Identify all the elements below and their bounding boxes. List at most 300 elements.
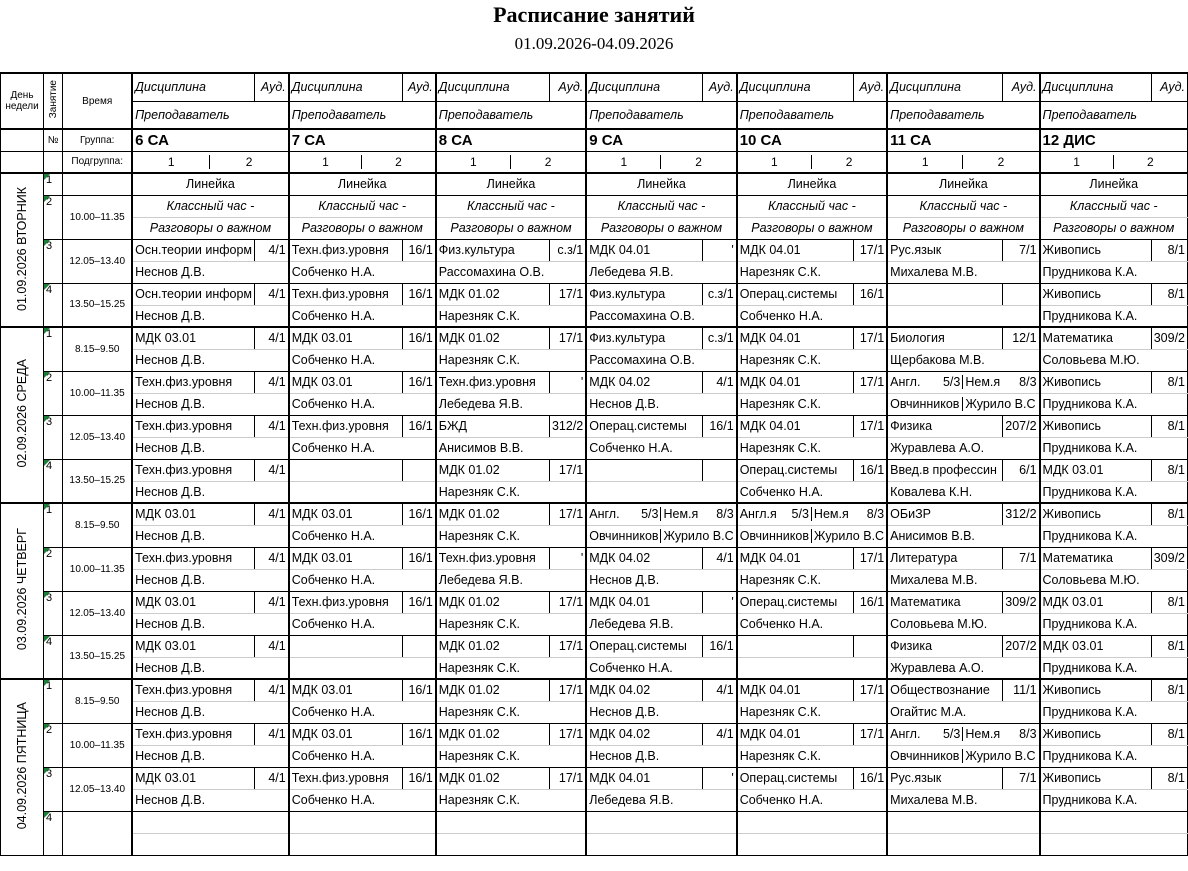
discipline-name: Техн.физ.уровня bbox=[132, 415, 254, 437]
discipline-name: МДК 03.01 bbox=[1040, 459, 1152, 481]
teacher-name: Неснов Д.В. bbox=[132, 349, 289, 371]
teacher-name: Неснов Д.В. bbox=[586, 745, 736, 767]
subgroup-cell bbox=[132, 151, 289, 173]
discipline-name: Живопись bbox=[1040, 283, 1152, 305]
discipline-name: Техн.физ.уровня bbox=[436, 547, 550, 569]
room-number: 16/1 bbox=[853, 459, 887, 481]
teacher-name: Лебедева Я.В. bbox=[436, 393, 586, 415]
schedule-table bbox=[0, 72, 1188, 856]
room-number: ' bbox=[703, 591, 737, 613]
discipline-name: МДК 01.02 bbox=[436, 767, 550, 789]
subgroup-1: 1 bbox=[1041, 155, 1114, 169]
discipline-name: МДК 01.02 bbox=[436, 635, 550, 657]
group-name: 12 ДИС bbox=[1040, 129, 1188, 151]
teacher-name: Неснов Д.В. bbox=[586, 701, 736, 723]
class-hour-topic: Разговоры о важном bbox=[436, 217, 586, 239]
discipline-name: Живопись bbox=[1040, 371, 1152, 393]
subgroup-cell bbox=[586, 151, 736, 173]
room-number: ' bbox=[703, 767, 737, 789]
discipline-name: Операц.системы bbox=[737, 591, 853, 613]
discipline-name: Операц.системы bbox=[737, 283, 853, 305]
teacher-name: Анисимов В.В. bbox=[887, 525, 1039, 547]
discipline-name: МДК 01.02 bbox=[436, 679, 550, 701]
discipline-name: Техн.физ.уровня bbox=[289, 591, 403, 613]
teacher-name bbox=[289, 657, 436, 679]
room-number: 4/1 bbox=[255, 767, 289, 789]
discipline-name: МДК 04.01 bbox=[586, 591, 702, 613]
discipline-name: ОБиЗР bbox=[887, 503, 1003, 525]
teacher-name: Собченко Н.А. bbox=[289, 701, 436, 723]
subgroup-cell bbox=[737, 151, 887, 173]
lesson-number: 3 bbox=[44, 415, 63, 459]
teacher-name: Нарезняк С.К. bbox=[436, 657, 586, 679]
lesson-time: 12.05–13.40 bbox=[63, 591, 132, 635]
room-number: 17/1 bbox=[549, 283, 586, 305]
day-name: 03.09.2026 ЧЕТВЕРГ bbox=[15, 528, 30, 651]
subgroup-2: 2 bbox=[544, 154, 552, 169]
room-number: 4/1 bbox=[703, 723, 737, 745]
room-number: 8/3 bbox=[716, 507, 734, 522]
split-discipline bbox=[887, 371, 1039, 393]
empty-cell bbox=[737, 833, 887, 855]
subgroup-2: 2 bbox=[695, 154, 702, 169]
discipline-name: Нем.я bbox=[965, 375, 1001, 389]
room-number bbox=[1003, 283, 1040, 305]
blank bbox=[1, 151, 44, 173]
room-number: 4/1 bbox=[255, 503, 289, 525]
teacher-name: Овчинников bbox=[888, 749, 963, 763]
empty-cell bbox=[1040, 833, 1188, 855]
room-number: 4/1 bbox=[703, 679, 737, 701]
room-number: 16/1 bbox=[402, 283, 435, 305]
room-number: 8/3 bbox=[866, 507, 885, 522]
discipline-name: Физика bbox=[887, 635, 1003, 657]
room-number: 17/1 bbox=[549, 635, 586, 657]
room-header: Ауд. bbox=[853, 73, 887, 101]
discipline-name: БЖД bbox=[436, 415, 550, 437]
subgroup-cell bbox=[436, 151, 586, 173]
discipline-name bbox=[737, 635, 853, 657]
split-discipline bbox=[887, 723, 1039, 745]
discipline-name: Нем.я bbox=[965, 727, 1001, 741]
teacher-name: Огайтис М.А. bbox=[887, 701, 1039, 723]
subgroup-1: 1 bbox=[133, 155, 210, 169]
teacher-name: Нарезняк С.К. bbox=[436, 481, 586, 503]
room-number: ' bbox=[703, 239, 737, 261]
discipline-name: МДК 03.01 bbox=[289, 679, 403, 701]
teacher-name: Овчинников bbox=[738, 529, 812, 543]
discipline-name bbox=[289, 459, 403, 481]
teacher-name: Неснов Д.В. bbox=[132, 437, 289, 459]
discipline-name: МДК 04.01 bbox=[737, 679, 853, 701]
discipline-name: Техн.физ.уровня bbox=[132, 547, 254, 569]
discipline-name: Математика bbox=[887, 591, 1003, 613]
teacher-name: Нарезняк С.К. bbox=[737, 349, 887, 371]
discipline-name: МДК 03.01 bbox=[132, 767, 254, 789]
room-number: 16/1 bbox=[402, 591, 435, 613]
lesson-time: 10.00–11.35 bbox=[63, 547, 132, 591]
room-number: 207/2 bbox=[1003, 415, 1040, 437]
class-hour: Классный час - bbox=[436, 195, 586, 217]
discipline-name: МДК 03.01 bbox=[289, 723, 403, 745]
room-number: 12/1 bbox=[1003, 327, 1040, 349]
subgroup-2: 2 bbox=[245, 154, 253, 169]
teacher-name: Собченко Н.А. bbox=[289, 569, 436, 591]
room-number: 16/1 bbox=[853, 283, 887, 305]
class-hour: Классный час - bbox=[737, 195, 887, 217]
special-event: Линейка bbox=[1040, 173, 1188, 195]
teacher-name: Рассомахина О.В. bbox=[586, 349, 736, 371]
discipline-name: Техн.физ.уровня bbox=[132, 679, 254, 701]
room-number: ' bbox=[549, 547, 586, 569]
discipline-name: Литература bbox=[887, 547, 1003, 569]
empty-cell bbox=[586, 811, 736, 833]
teacher-name: Собченко Н.А. bbox=[586, 657, 736, 679]
discipline-name: Техн.физ.уровня bbox=[132, 459, 254, 481]
discipline-name: Англ. bbox=[890, 375, 921, 389]
group-name: 8 СА bbox=[436, 129, 586, 151]
discipline-name: Техн.физ.уровня bbox=[289, 239, 403, 261]
discipline-name: Физ.культура bbox=[586, 283, 702, 305]
special-event: Линейка bbox=[132, 173, 289, 195]
teacher-name: Нарезняк С.К. bbox=[436, 613, 586, 635]
teacher-name: Собченко Н.А. bbox=[737, 613, 887, 635]
lesson-number: 3 bbox=[44, 239, 63, 283]
subgroup-2: 2 bbox=[395, 154, 402, 169]
teacher-name: Собченко Н.А. bbox=[737, 789, 887, 811]
teacher-name: Прудникова К.А. bbox=[1040, 789, 1188, 811]
discipline-name: Операц.системы bbox=[586, 415, 702, 437]
discipline-name: Математика bbox=[1040, 547, 1152, 569]
day-header bbox=[1, 73, 44, 129]
teacher-name: Михалева М.В. bbox=[887, 569, 1039, 591]
teacher-name: Нарезняк С.К. bbox=[737, 437, 887, 459]
discipline-name: Живопись bbox=[1040, 767, 1152, 789]
teacher-header: Преподаватель bbox=[737, 101, 887, 129]
discipline-name: МДК 04.01 bbox=[737, 547, 853, 569]
teacher-name: Собченко Н.А. bbox=[289, 525, 436, 547]
teacher-name: Лебедева Я.В. bbox=[436, 569, 586, 591]
discipline-name: МДК 01.02 bbox=[436, 327, 550, 349]
teacher-name: Собченко Н.А. bbox=[289, 393, 436, 415]
teacher-name: Овчинников bbox=[888, 397, 963, 411]
class-hour: Классный час - bbox=[586, 195, 736, 217]
room-number: 5/3 bbox=[791, 507, 809, 522]
room-number: 4/1 bbox=[703, 371, 737, 393]
room-number: 8/3 bbox=[1019, 375, 1037, 389]
empty-cell bbox=[289, 811, 436, 833]
discipline-name: Операц.системы bbox=[737, 767, 853, 789]
teacher-name: Михалева М.В. bbox=[887, 789, 1039, 811]
teacher-name: Щербакова М.В. bbox=[887, 349, 1039, 371]
teacher-name: Рассомахина О.В. bbox=[586, 305, 736, 327]
teacher-name: Неснов Д.В. bbox=[132, 789, 289, 811]
room-header: Ауд. bbox=[255, 73, 289, 101]
discipline-name: МДК 04.01 bbox=[737, 415, 853, 437]
empty-cell bbox=[436, 811, 586, 833]
group-label: Группа: bbox=[63, 129, 132, 151]
lesson-number: 4 bbox=[44, 811, 63, 855]
split-teacher bbox=[887, 393, 1039, 415]
discipline-header: Дисциплина bbox=[436, 73, 550, 101]
lesson-time: 12.05–13.40 bbox=[63, 239, 132, 283]
lesson-time: 10.00–11.35 bbox=[63, 723, 132, 767]
teacher-name: Рассомахина О.В. bbox=[436, 261, 586, 283]
discipline-name bbox=[289, 635, 403, 657]
class-hour-topic: Разговоры о важном bbox=[289, 217, 436, 239]
teacher-name: Нарезняк С.К. bbox=[737, 393, 887, 415]
room-number: 17/1 bbox=[853, 679, 887, 701]
room-number: 4/1 bbox=[255, 239, 289, 261]
room-number: 8/1 bbox=[1151, 591, 1187, 613]
room-number: 4/1 bbox=[255, 283, 289, 305]
room-number: 8/1 bbox=[1151, 283, 1187, 305]
teacher-header: Преподаватель bbox=[132, 101, 289, 129]
teacher-name: Прудникова К.А. bbox=[1040, 437, 1188, 459]
room-number: 4/1 bbox=[255, 371, 289, 393]
discipline-name: Операц.системы bbox=[586, 635, 702, 657]
room-number: 207/2 bbox=[1003, 635, 1040, 657]
teacher-name: Нарезняк С.К. bbox=[737, 745, 887, 767]
lesson-time: 10.00–11.35 bbox=[63, 371, 132, 415]
class-hour-topic: Разговоры о важном bbox=[887, 217, 1039, 239]
subgroup-1: 1 bbox=[587, 155, 661, 169]
discipline-name: Нем.я bbox=[663, 507, 699, 522]
discipline-name: Введ.в профессин bbox=[887, 459, 1003, 481]
discipline-name: Нем.я bbox=[813, 507, 849, 522]
lesson-number: 1 bbox=[44, 679, 63, 723]
room-number: 17/1 bbox=[853, 547, 887, 569]
room-number: 17/1 bbox=[853, 371, 887, 393]
discipline-name: Живопись bbox=[1040, 415, 1152, 437]
room-number: 4/1 bbox=[255, 679, 289, 701]
split-discipline bbox=[737, 503, 887, 525]
special-event: Линейка bbox=[737, 173, 887, 195]
teacher-name: Собченко Н.А. bbox=[586, 437, 736, 459]
teacher-name: Овчинников bbox=[587, 529, 661, 543]
discipline-name bbox=[586, 459, 702, 481]
discipline-name: МДК 01.02 bbox=[436, 459, 550, 481]
teacher-name bbox=[737, 657, 887, 679]
empty-cell bbox=[887, 833, 1039, 855]
room-number: 4/1 bbox=[255, 723, 289, 745]
teacher-name: Неснов Д.В. bbox=[132, 305, 289, 327]
teacher-name: Нарезняк С.К. bbox=[436, 701, 586, 723]
special-event: Линейка bbox=[586, 173, 736, 195]
day-name: 02.09.2026 СРЕДА bbox=[15, 359, 30, 468]
teacher-name: Неснов Д.В. bbox=[586, 393, 736, 415]
discipline-name: Осн.теории информ bbox=[132, 239, 254, 261]
lesson-number: 4 bbox=[44, 635, 63, 679]
day-name: 04.09.2026 ПЯТНИЦА bbox=[15, 702, 30, 830]
special-event: Линейка bbox=[289, 173, 436, 195]
discipline-name: МДК 03.01 bbox=[289, 547, 403, 569]
split-teacher bbox=[737, 525, 887, 547]
teacher-header: Преподаватель bbox=[289, 101, 436, 129]
day-cell bbox=[1, 173, 44, 327]
lesson-number: 4 bbox=[44, 283, 63, 327]
teacher-name: Собченко Н.А. bbox=[289, 437, 436, 459]
class-hour: Классный час - bbox=[289, 195, 436, 217]
teacher-name: Михалева М.В. bbox=[887, 261, 1039, 283]
discipline-name: МДК 03.01 bbox=[132, 503, 254, 525]
room-number: 8/1 bbox=[1151, 415, 1187, 437]
discipline-name: МДК 03.01 bbox=[132, 327, 254, 349]
room-header: Ауд. bbox=[1003, 73, 1040, 101]
room-header: Ауд. bbox=[703, 73, 737, 101]
room-number: 309/2 bbox=[1003, 591, 1040, 613]
room-number: 17/1 bbox=[549, 503, 586, 525]
discipline-name: Рус.язык bbox=[887, 767, 1003, 789]
discipline-name: МДК 04.01 bbox=[737, 239, 853, 261]
teacher-name: Соловьева М.Ю. bbox=[1040, 569, 1188, 591]
class-hour-topic: Разговоры о важном bbox=[586, 217, 736, 239]
teacher-name: Нарезняк С.К. bbox=[436, 789, 586, 811]
discipline-header: Дисциплина bbox=[289, 73, 403, 101]
discipline-name: МДК 04.02 bbox=[586, 723, 702, 745]
lesson-header bbox=[44, 73, 63, 129]
teacher-name: Собченко Н.А. bbox=[737, 305, 887, 327]
discipline-header: Дисциплина bbox=[132, 73, 254, 101]
discipline-name bbox=[887, 283, 1003, 305]
teacher-name: Журило В.С bbox=[663, 529, 734, 543]
discipline-name: Техн.физ.уровня bbox=[132, 723, 254, 745]
discipline-name: Живопись bbox=[1040, 723, 1152, 745]
discipline-name: Англ. bbox=[890, 727, 921, 741]
lesson-time: 12.05–13.40 bbox=[63, 767, 132, 811]
teacher-name: Неснов Д.В. bbox=[132, 525, 289, 547]
room-number: 309/2 bbox=[1151, 547, 1187, 569]
room-number: 17/1 bbox=[549, 679, 586, 701]
discipline-name: Техн.физ.уровня bbox=[436, 371, 550, 393]
discipline-name: МДК 03.01 bbox=[132, 635, 254, 657]
room-header: Ауд. bbox=[402, 73, 435, 101]
lesson-time: 12.05–13.40 bbox=[63, 415, 132, 459]
blank bbox=[44, 151, 63, 173]
room-number: 8/1 bbox=[1151, 239, 1187, 261]
date-range: 01.09.2026-04.09.2026 bbox=[514, 34, 674, 53]
teacher-name: Соловьева М.Ю. bbox=[1040, 349, 1188, 371]
teacher-name: Прудникова К.А. bbox=[1040, 393, 1188, 415]
discipline-name: МДК 01.02 bbox=[436, 723, 550, 745]
discipline-name: МДК 03.01 bbox=[1040, 591, 1152, 613]
teacher-name: Прудникова К.А. bbox=[1040, 613, 1188, 635]
discipline-name: МДК 04.02 bbox=[586, 547, 702, 569]
teacher-name: Неснов Д.В. bbox=[132, 569, 289, 591]
discipline-name: МДК 03.01 bbox=[289, 371, 403, 393]
lesson-number: 1 bbox=[44, 327, 63, 371]
subgroup-1: 1 bbox=[437, 155, 511, 169]
teacher-name: Неснов Д.В. bbox=[132, 701, 289, 723]
teacher-name: Нарезняк С.К. bbox=[436, 305, 586, 327]
discipline-name: Техн.физ.уровня bbox=[289, 767, 403, 789]
lesson-number: 1 bbox=[44, 503, 63, 547]
room-number: 4/1 bbox=[255, 591, 289, 613]
group-name: 11 СА bbox=[887, 129, 1039, 151]
teacher-name: Нарезняк С.К. bbox=[737, 261, 887, 283]
room-number: 4/1 bbox=[255, 547, 289, 569]
subgroup-cell bbox=[1040, 151, 1188, 173]
day-cell bbox=[1, 503, 44, 679]
room-number: 16/1 bbox=[402, 503, 435, 525]
teacher-name: Прудникова К.А. bbox=[1040, 305, 1188, 327]
discipline-name: Физ.культура bbox=[436, 239, 550, 261]
lesson-number: 4 bbox=[44, 459, 63, 503]
teacher-name: Журило В.С bbox=[965, 749, 1036, 763]
room-number: 8/1 bbox=[1151, 679, 1187, 701]
empty-cell bbox=[586, 833, 736, 855]
special-event: Линейка bbox=[887, 173, 1039, 195]
discipline-header: Дисциплина bbox=[586, 73, 702, 101]
room-number: 5/3 bbox=[942, 375, 961, 389]
day-name: 01.09.2026 ВТОРНИК bbox=[15, 186, 30, 311]
room-number: 8/1 bbox=[1151, 635, 1187, 657]
teacher-name: Лебедева Я.В. bbox=[586, 789, 736, 811]
teacher-name: Прудникова К.А. bbox=[1040, 261, 1188, 283]
room-number: ' bbox=[549, 371, 586, 393]
discipline-name: Осн.теории информ bbox=[132, 283, 254, 305]
room-number: 7/1 bbox=[1003, 239, 1040, 261]
teacher-name: Нарезняк С.К. bbox=[737, 701, 887, 723]
discipline-name: Живопись bbox=[1040, 679, 1152, 701]
teacher-name: Прудникова К.А. bbox=[1040, 657, 1188, 679]
page-title: Расписание занятий bbox=[493, 2, 695, 27]
subgroup-cell bbox=[887, 151, 1039, 173]
room-number: 8/3 bbox=[1019, 727, 1037, 741]
room-number: 8/1 bbox=[1151, 459, 1187, 481]
room-number bbox=[853, 635, 887, 657]
teacher-name: Собченко Н.А. bbox=[289, 745, 436, 767]
discipline-name: Рус.язык bbox=[887, 239, 1003, 261]
room-number: с.з/1 bbox=[549, 239, 586, 261]
subgroup-label: Подгруппа: bbox=[63, 151, 132, 173]
class-hour-topic: Разговоры о важном bbox=[132, 217, 289, 239]
room-number bbox=[402, 459, 435, 481]
room-number: 8/1 bbox=[1151, 371, 1187, 393]
room-number: 4/1 bbox=[255, 459, 289, 481]
lesson-number: 2 bbox=[44, 371, 63, 415]
teacher-name: Нарезняк С.К. bbox=[436, 349, 586, 371]
day-cell bbox=[1, 327, 44, 503]
teacher-name: Соловьева М.Ю. bbox=[887, 613, 1039, 635]
lesson-number: 1 bbox=[44, 173, 63, 195]
discipline-name: МДК 04.01 bbox=[737, 723, 853, 745]
teacher-name: Неснов Д.В. bbox=[132, 745, 289, 767]
split-teacher bbox=[887, 745, 1039, 767]
lesson-label: Занятие bbox=[47, 80, 59, 119]
lesson-time: 8.15–9.50 bbox=[63, 327, 132, 371]
week-label: недели bbox=[5, 101, 39, 112]
discipline-name: МДК 03.01 bbox=[1040, 635, 1152, 657]
group-name: 7 СА bbox=[289, 129, 436, 151]
lesson-time: 13.50–15.25 bbox=[63, 283, 132, 327]
group-name: 9 СА bbox=[586, 129, 736, 151]
room-number: 8/1 bbox=[1151, 767, 1187, 789]
teacher-name: Лебедева Я.В. bbox=[586, 261, 736, 283]
group-name: 10 СА bbox=[737, 129, 887, 151]
teacher-header: Преподаватель bbox=[887, 101, 1039, 129]
subgroup-2: 2 bbox=[997, 154, 1005, 169]
group-name: 6 СА bbox=[132, 129, 289, 151]
lesson-time: 10.00–11.35 bbox=[63, 195, 132, 239]
teacher-name: Неснов Д.В. bbox=[132, 481, 289, 503]
discipline-name: Математика bbox=[1040, 327, 1152, 349]
class-hour-topic: Разговоры о важном bbox=[1040, 217, 1188, 239]
subgroup-1: 1 bbox=[290, 155, 363, 169]
room-number: 309/2 bbox=[1151, 327, 1187, 349]
discipline-name: МДК 03.01 bbox=[289, 503, 403, 525]
room-number: 16/1 bbox=[402, 767, 435, 789]
